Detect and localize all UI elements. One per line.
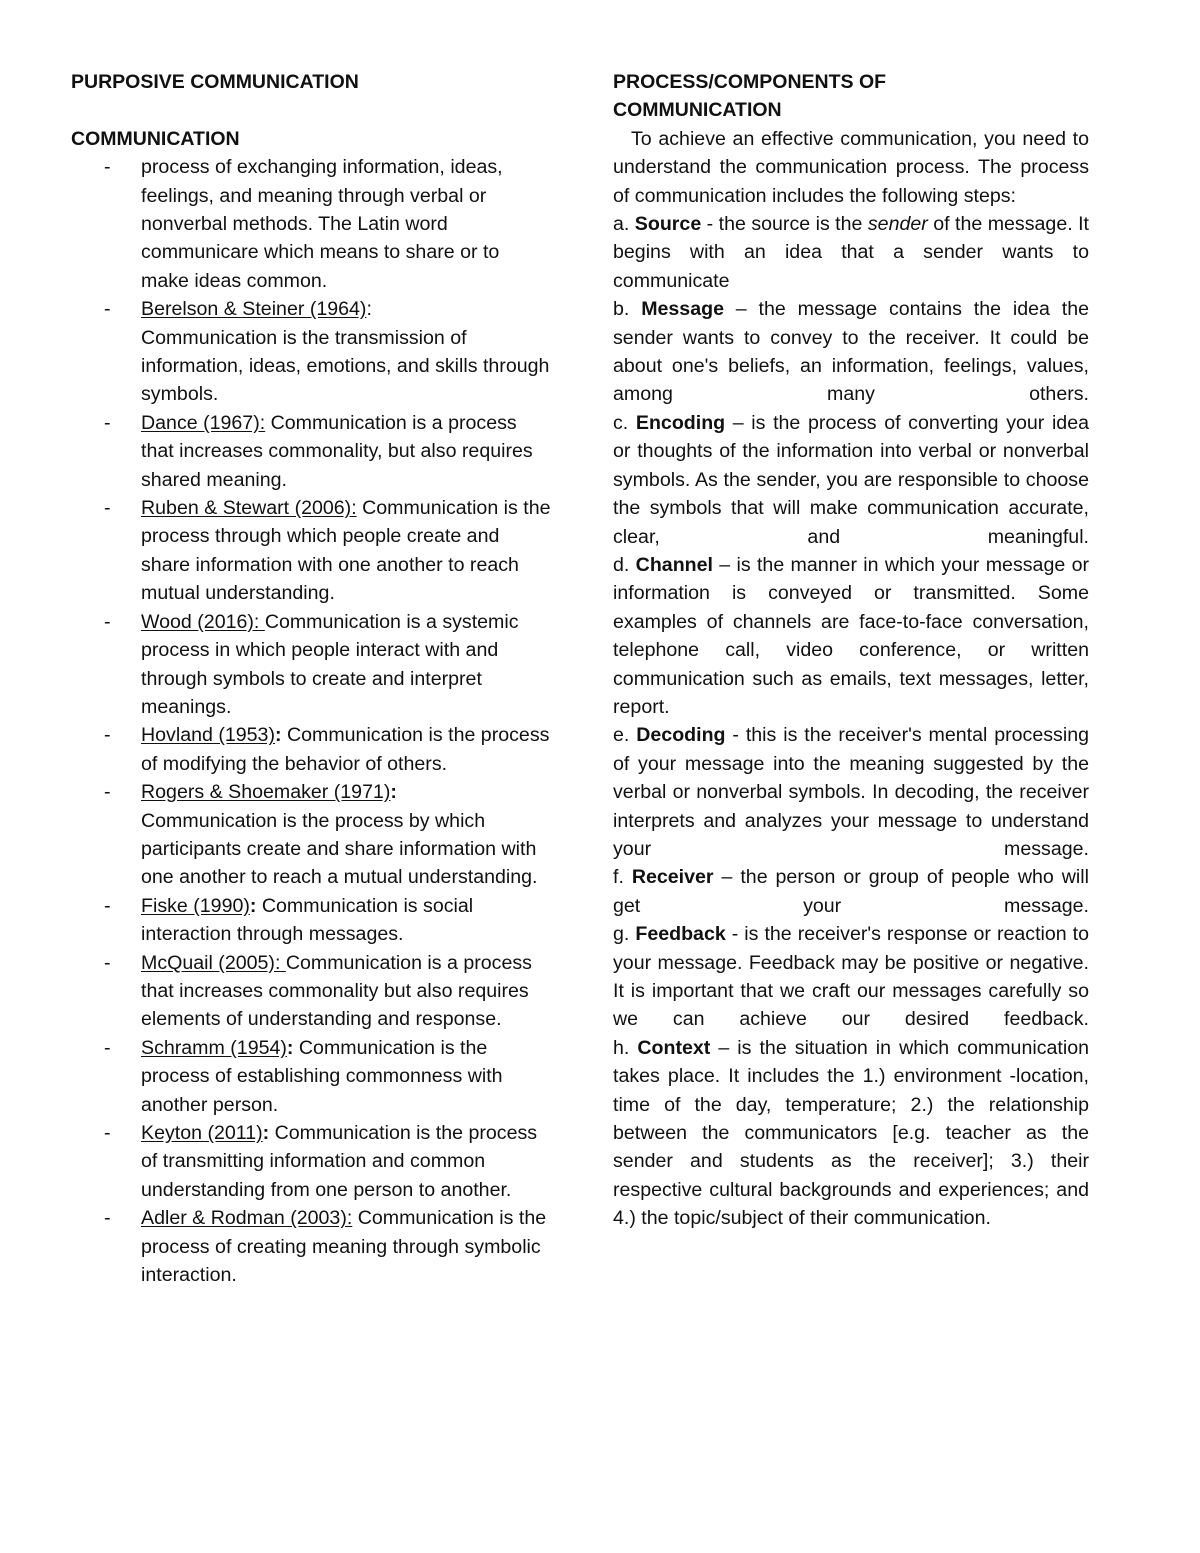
author-citation: Dance (1967):	[141, 411, 266, 434]
author-citation: Berelson & Steiner (1964)	[141, 298, 367, 321]
step-term: Source	[634, 213, 702, 236]
section-heading-process-line2: COMMUNICATION	[613, 99, 782, 122]
author-citation: Adler & Rodman (2003):	[141, 1207, 353, 1230]
definition-text: Communication is the process of creating meaning through symbolic interaction.	[141, 1207, 547, 1287]
step-text: – is the situation in which communication takes place. It includes the 1.) environment -location, time of the day, temperature; 2.) the relationship between the communicators [e.g. teacher as the sender and students as the receiver]; 3.) their respective cultural backgrounds and experiences; and 4.) the topic/subject of their communication.	[613, 1036, 1089, 1230]
bullet-dash: -	[104, 1036, 111, 1059]
author-citation: McQuail (2005):	[141, 951, 286, 974]
step-decoding	[613, 721, 1089, 863]
process-intro-paragraph: To achieve an effective communication, you need to understand the communication process. The process of communication includes the following steps:	[613, 127, 1089, 207]
step-text: – the person or group of people who will get your message.	[613, 866, 1089, 917]
step-receiver	[613, 863, 1089, 920]
step-feedback	[613, 920, 1089, 1034]
definition-text: Communication is the process of modifying the behavior of others.	[141, 724, 550, 775]
citation-separator: :	[366, 298, 372, 321]
bullet-dash: -	[104, 411, 111, 434]
left-column	[71, 68, 551, 1289]
bullet-dash: -	[104, 781, 111, 804]
step-letter: g.	[613, 923, 630, 946]
step-letter: f.	[613, 866, 624, 889]
step-term: Channel	[635, 553, 713, 576]
bullet-dash: -	[104, 156, 111, 179]
definition-text: Communication is the process by which participants create and share information with one another to reach a mutual understanding.	[141, 809, 538, 889]
step-text: of the message. It begins with an idea that a sender wants to communicate	[613, 213, 1089, 292]
list-item-definition	[71, 494, 551, 608]
step-text: – is the manner in which your message or information is conveyed or transmitted. Some examples of channels are face-to-face conversation, telephone call, video conference, or written communication such as emails, text messages, letter, report.	[613, 553, 1089, 718]
definition-text: Communication is the process through which people create and share information with one another to reach mutual understanding.	[141, 497, 551, 605]
step-letter: d.	[613, 553, 630, 576]
author-citation: Hovland (1953)	[141, 724, 275, 747]
list-item-definition	[71, 409, 551, 494]
step-letter: b.	[613, 298, 630, 321]
step-letter: h.	[613, 1036, 630, 1059]
step-text: - this is the receiver's mental processing of your message into the meaning suggested by the verbal or nonverbal symbols. In decoding, the receiver interprets and analyzes your message to understand your message.	[613, 724, 1089, 860]
spacer	[71, 96, 551, 124]
definition-text: Communication is social interaction through messages.	[141, 894, 474, 946]
bullet-dash: -	[104, 951, 111, 974]
bullet-dash: -	[104, 298, 111, 321]
list-item-definition	[71, 949, 551, 1034]
step-letter: a.	[613, 213, 630, 236]
step-source	[613, 210, 1089, 295]
citation-separator: :	[274, 724, 282, 747]
citation-separator: :	[286, 1036, 294, 1059]
author-citation: Wood (2016):	[141, 610, 265, 633]
definition-text: Communication is a process that increases commonality but also requires elements of understanding and response.	[141, 951, 532, 1031]
step-channel	[613, 551, 1089, 721]
definition-text: Communication is the transmission of information, ideas, emotions, and skills through symbols.	[141, 326, 550, 406]
step-letter: e.	[613, 724, 630, 747]
bullet-dash: -	[104, 1207, 111, 1230]
bullet-dash: -	[104, 724, 111, 747]
list-item-definition	[71, 778, 551, 892]
definition-text: Communication is a process that increases commonality, but also requires shared meaning.	[141, 411, 533, 491]
author-citation: Schramm (1954)	[141, 1036, 287, 1059]
step-letter: c.	[613, 411, 629, 434]
definition-text: Communication is the process of transmitting information and common understanding from one person to another.	[141, 1122, 538, 1201]
definition-list	[71, 153, 551, 1289]
author-citation: Fiske (1990)	[141, 894, 250, 917]
step-term: Decoding	[636, 724, 726, 747]
step-term: Feedback	[635, 923, 726, 946]
citation-separator: :	[390, 781, 397, 804]
step-term: Receiver	[631, 866, 714, 889]
author-citation: Rogers & Shoemaker (1971)	[141, 781, 391, 804]
step-term: Context	[637, 1036, 711, 1059]
step-emphasis: sender	[867, 213, 928, 236]
step-message	[613, 295, 1089, 409]
citation-separator: :	[249, 894, 257, 917]
step-term: Encoding	[635, 411, 726, 434]
list-item-definition	[71, 892, 551, 949]
section-heading-communication: COMMUNICATION	[71, 127, 240, 150]
bullet-dash: -	[104, 1122, 111, 1145]
author-citation: Keyton (2011)	[141, 1122, 263, 1145]
bullet-dash: -	[104, 497, 111, 520]
list-item-definition	[71, 1204, 551, 1289]
step-text: - is the receiver's response or reaction to your message. Feedback may be positive or negative. It is important that we craft our messages carefully so we can achieve our desired feedback.	[613, 923, 1090, 1031]
bullet-dash: -	[104, 610, 111, 633]
list-item-definition	[71, 1119, 551, 1204]
intro-text: process of exchanging information, ideas, feelings, and meaning through verbal or nonverbal methods. The Latin word communicare which means to share or to make ideas common.	[141, 156, 503, 292]
list-item-definition	[71, 295, 551, 409]
step-text: - the source is the	[701, 213, 868, 236]
step-text: – the message contains the idea the sender wants to convey to the receiver. It could be about one's beliefs, an information, feelings, values, among many others.	[613, 298, 1089, 406]
document-title: PURPOSIVE COMMUNICATION	[71, 71, 359, 93]
list-item-intro	[71, 153, 551, 295]
author-citation: Ruben & Stewart (2006):	[141, 497, 357, 520]
definition-text: Communication is the process of establishing commonness with another person.	[141, 1036, 503, 1116]
section-heading-process-line1: PROCESS/COMPONENTS OF	[613, 71, 887, 93]
list-item-definition	[71, 1034, 551, 1119]
list-item-definition	[71, 721, 551, 778]
bullet-dash: -	[104, 894, 111, 917]
step-term: Message	[641, 298, 724, 321]
list-item-definition	[71, 608, 551, 722]
step-context	[613, 1034, 1089, 1233]
right-column	[613, 68, 1089, 1233]
step-encoding	[613, 409, 1089, 551]
step-text: – is the process of converting your idea or thoughts of the information into verbal or nonverbal symbols. As the sender, you are responsible to choose the symbols that will make communication accurate, clear, and meaningful.	[613, 411, 1089, 548]
definition-text: Communication is a systemic process in which people interact with and through symbols to create and interpret meanings.	[141, 610, 519, 718]
citation-separator: :	[262, 1122, 270, 1145]
